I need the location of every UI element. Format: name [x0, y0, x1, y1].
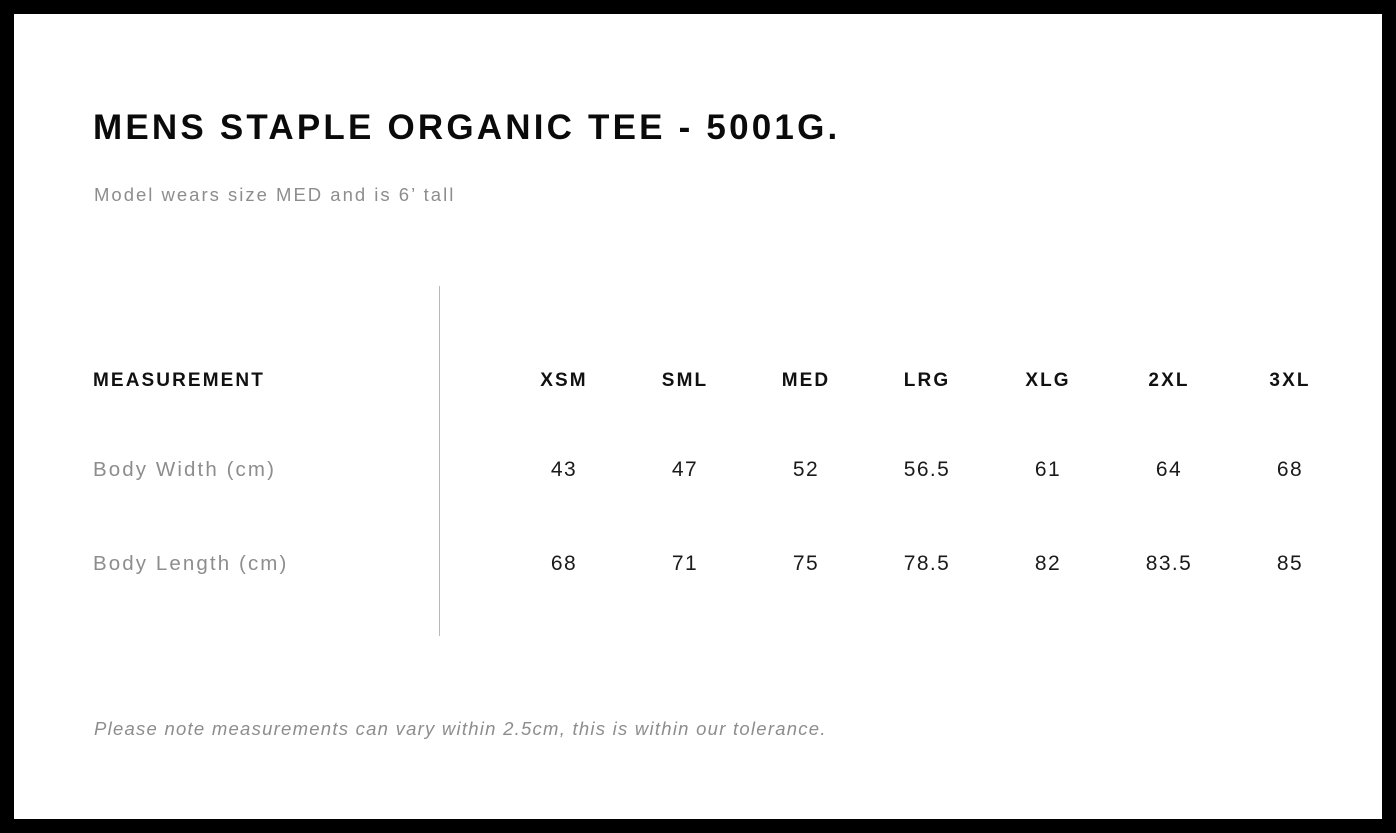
cell-body-length-lrg: 78.5: [903, 552, 951, 575]
cell-body-width-med: 52: [792, 458, 820, 481]
size-chart-table: [14, 14, 1382, 819]
tolerance-note: Please note measurements can vary within 2.5cm, this is within our tolerance.: [94, 718, 827, 739]
cell-body-length-sml: 71: [671, 552, 699, 575]
column-header-size-lrg: LRG: [903, 370, 951, 391]
cell-body-length-3xl: 85: [1276, 552, 1304, 575]
column-header-size-med: MED: [781, 370, 831, 391]
cell-body-width-xlg: 61: [1034, 458, 1062, 481]
cell-body-length-xsm: 68: [550, 552, 578, 575]
column-header-size-xsm: XSM: [540, 370, 588, 391]
cell-body-width-xsm: 43: [550, 458, 578, 481]
column-header-size-2xl: 2XL: [1148, 370, 1190, 391]
column-header-measurement: MEASUREMENT: [93, 370, 265, 391]
model-note: Model wears size MED and is 6’ tall: [94, 184, 456, 205]
cell-body-length-xlg: 82: [1034, 552, 1062, 575]
row-label-body-length: Body Length (cm): [93, 552, 289, 575]
cell-body-width-sml: 47: [671, 458, 699, 481]
page-title: MENS STAPLE ORGANIC TEE - 5001G.: [93, 108, 841, 147]
cell-body-width-lrg: 56.5: [903, 458, 951, 481]
cell-body-width-3xl: 68: [1276, 458, 1304, 481]
cell-body-width-2xl: 64: [1155, 458, 1183, 481]
size-chart-page: [14, 14, 1382, 819]
column-header-size-xlg: XLG: [1025, 370, 1071, 391]
row-label-body-width: Body Width (cm): [93, 458, 276, 481]
cell-body-length-2xl: 83.5: [1145, 552, 1193, 575]
column-header-size-3xl: 3XL: [1269, 370, 1311, 391]
column-header-size-sml: SML: [661, 370, 709, 391]
cell-body-length-med: 75: [792, 552, 820, 575]
